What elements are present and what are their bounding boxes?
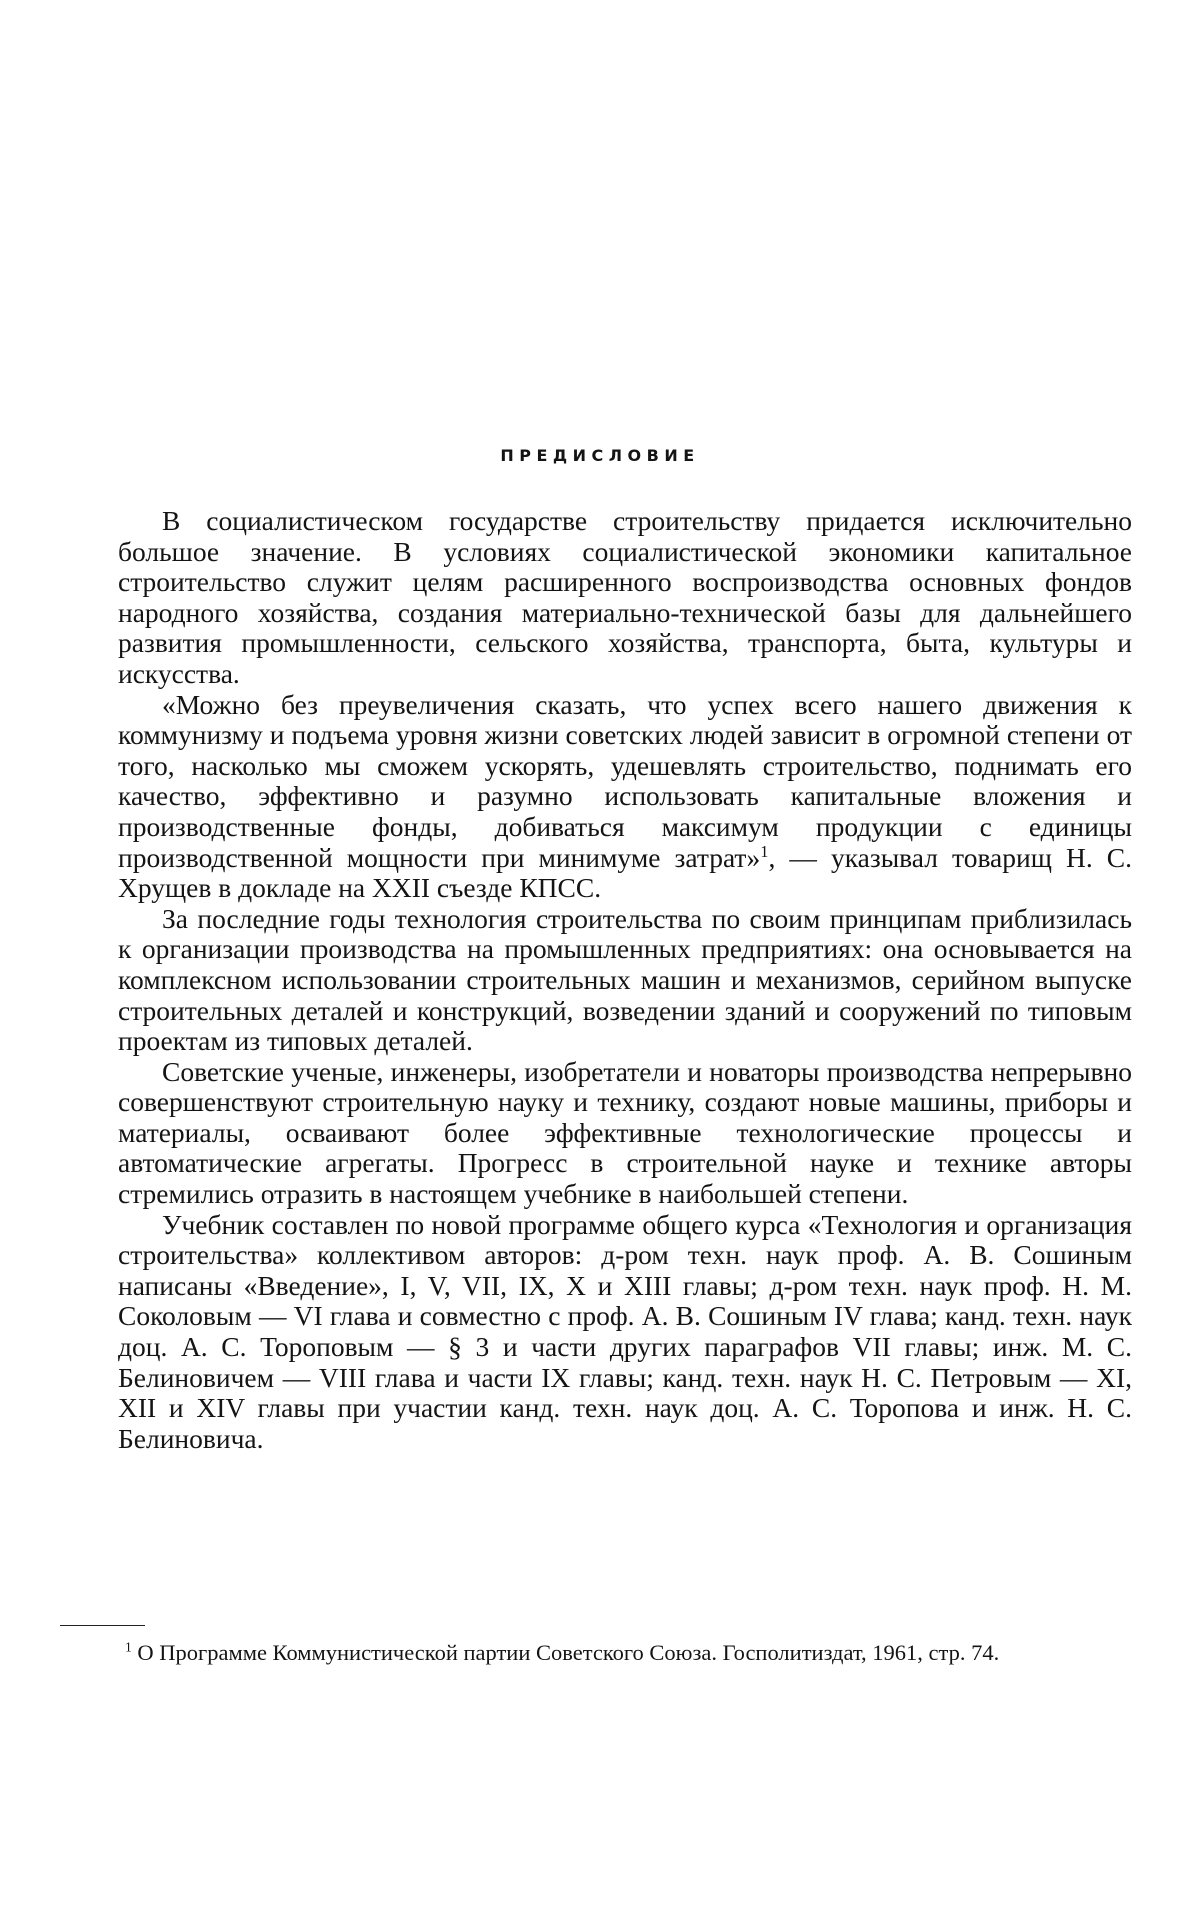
footnote-separator <box>60 1625 145 1626</box>
paragraph-3: За последние годы технология строительства по своим принципам приблизилась к организации производства на промышленных предприятиях: она основывается на комплексном использовании строительных машин и механизмов, серийном выпуске строительных деталей и конструкций, возведении зданий и сооружений по типовым проектам из типовых деталей. <box>118 902 1132 1057</box>
footnote <box>60 1639 1132 1666</box>
page-title: ПРЕДИСЛОВИЕ <box>500 446 700 465</box>
footnote-text: О Программе Коммунистической партии Советского Союза. Госполитиздат, 1961, стр. 74. <box>137 1640 1000 1665</box>
quote-text: «Можно без преувеличения сказать, что успех всего нашего движения к коммунизму и подъема уровня жизни советских людей зависит в огромной степени от того, насколько мы сможем ускорять, удешевлять строительство, поднимать его качество, эффективно и разумно использовать капитальные вложения и производственные фонды, добиваться максимум продукции с единицы производственной мощности при минимуме затрат» <box>118 688 1132 873</box>
footnote-reference: 1 <box>760 841 769 861</box>
quote-attribution: , — указывал товарищ Н. С. Хрущев в докладе на XXII съезде КПСС. <box>118 841 1132 904</box>
paragraph-4: Советские ученые, инженеры, изобретатели и новаторы производства непрерывно совершенствуют строительную науку и технику, создают новые машины, приборы и материалы, осваивают более эффективные технологические процессы и автоматические агрегаты. Прогресс в строительной науке и технике авторы стремились отразить в настоящем учебнике в наибольшей степени. <box>118 1055 1132 1210</box>
body-text <box>118 506 1132 1454</box>
paragraph-2-quote <box>118 690 1132 904</box>
paragraph-1: В социалистическом государстве строительству придается исключительно большое значение. В условиях социалистической экономики капитальное строительство служит целям расширенного воспроизводства основных фондов народного хозяйства, создания материально-технической базы для дальнейшего развития промышленности, сельского хозяйства, транспорта, быта, культуры и искусства. <box>118 505 1132 689</box>
footnote-marker: 1 <box>125 1639 132 1655</box>
paragraph-5: Учебник составлен по новой программе общего курса «Технология и организация строительства» коллективом авторов: д-ром техн. наук проф. А. В. Сошиным написаны «Введение», I, V, VII, IX, X и XIII главы; д-ром техн. наук проф. Н. М. Соколовым — VI глава и совместно с проф. А. В. Сошиным IV глава; канд. техн. наук доц. А. С. Тороповым — § 3 и части других параграфов VII главы; инж. М. С. Белиновичем — VIII глава и части IX главы; канд. техн. наук Н. С. Петровым — XI, XII и XIV главы при участии канд. техн. наук доц. А. С. Торопова и инж. Н. С. Белиновича. <box>118 1208 1132 1454</box>
